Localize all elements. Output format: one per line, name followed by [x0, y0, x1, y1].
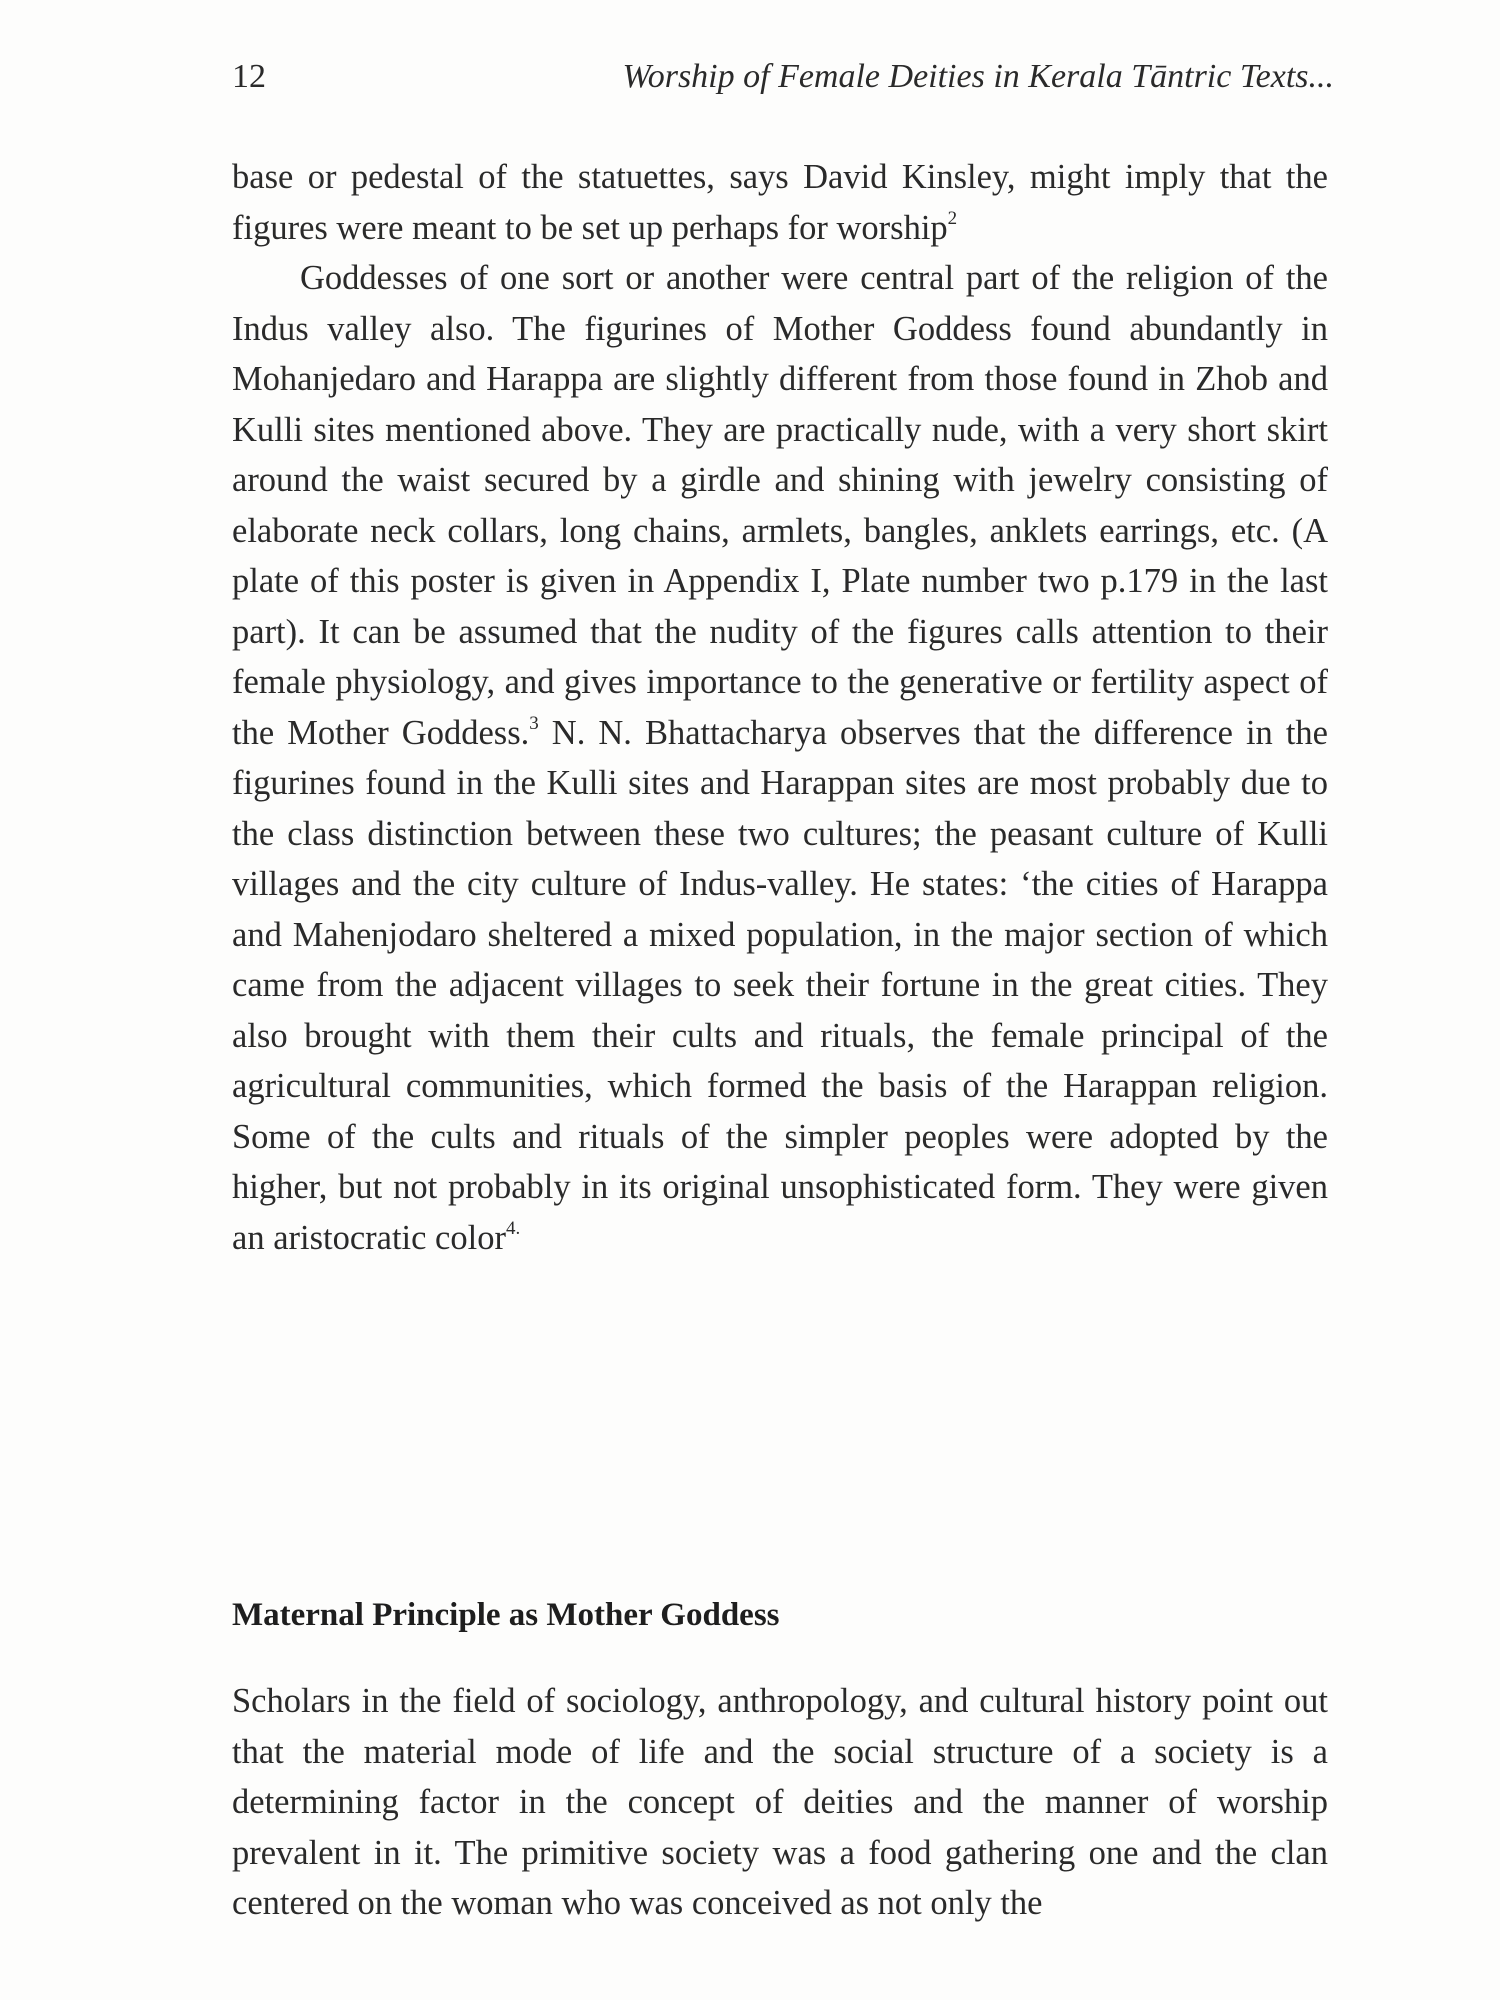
paragraph-maternal-principle: Scholars in the field of sociology, anthropology, and cultural history point out that the material mode of life and the social structure of a society is a determining factor in the concept of deities and the manner of worship prevalent in it. The primitive society was a food gathering one and the clan centered on the woman who was conceived as not only the: [232, 1682, 1328, 1922]
paragraph-continued: [232, 152, 1328, 253]
section-heading: Maternal Principle as Mother Goddess: [232, 1597, 780, 1633]
paragraph-text-continuation: N. N. Bhattacharya observes that the difference in the figurines found in the Kulli sites and Harappan sites are most probably due to the class distinction between these two cultures; the peasant culture of Kulli villages and the city culture of Indus-valley. He states: ‘the cities of Harappa and Mahenjodaro sheltered a mixed population, in the major section of which came from the adjacent villages to seek their fortune in the great cities. They also brought with them their cults and rituals, the female principal of the agricultural communities, which formed the basis of the Harappan religion. Some of the cults and rituals of the simpler peoples were adopted by the higher, but not probably in its original unsophisticated form. They were given an aristocratic color: [232, 713, 1328, 1257]
footnote-marker: 4.: [505, 1217, 521, 1239]
paragraph-indus-valley: [232, 253, 1328, 1263]
paragraph-text: base or pedestal of the statuettes, says David Kinsley, might imply that the figures were meant to be set up perhaps for worship: [232, 158, 1328, 247]
running-head: [232, 52, 1334, 102]
section-body-text: [232, 1676, 1328, 1929]
footnote-marker: 3: [529, 712, 539, 734]
footnote-marker: 2: [947, 207, 958, 229]
paragraph-text: Goddesses of one sort or another were central part of the religion of the Indus valley also. The figurines of Mother Goddess found abundantly in Mohanjedaro and Harappa are slightly different from those found in Zhob and Kulli sites mentioned above. They are practically nude, with a very short skirt around the waist secured by a girdle and shining with jewelry consisting of elaborate neck collars, long chains, armlets, bangles, anklets earrings, etc. (A plate of this poster is given in Appendix I, Plate number two p.179 in the last part). It can be assumed that the nudity of the figures calls attention to their female physiology, and gives importance to the generative or fertility aspect of the Mother Goddess.: [232, 259, 1328, 752]
running-title: Worship of Female Deities in Kerala Tāntric Texts...: [622, 58, 1334, 95]
page-number: 12: [232, 58, 266, 95]
body-text: [232, 152, 1328, 1263]
